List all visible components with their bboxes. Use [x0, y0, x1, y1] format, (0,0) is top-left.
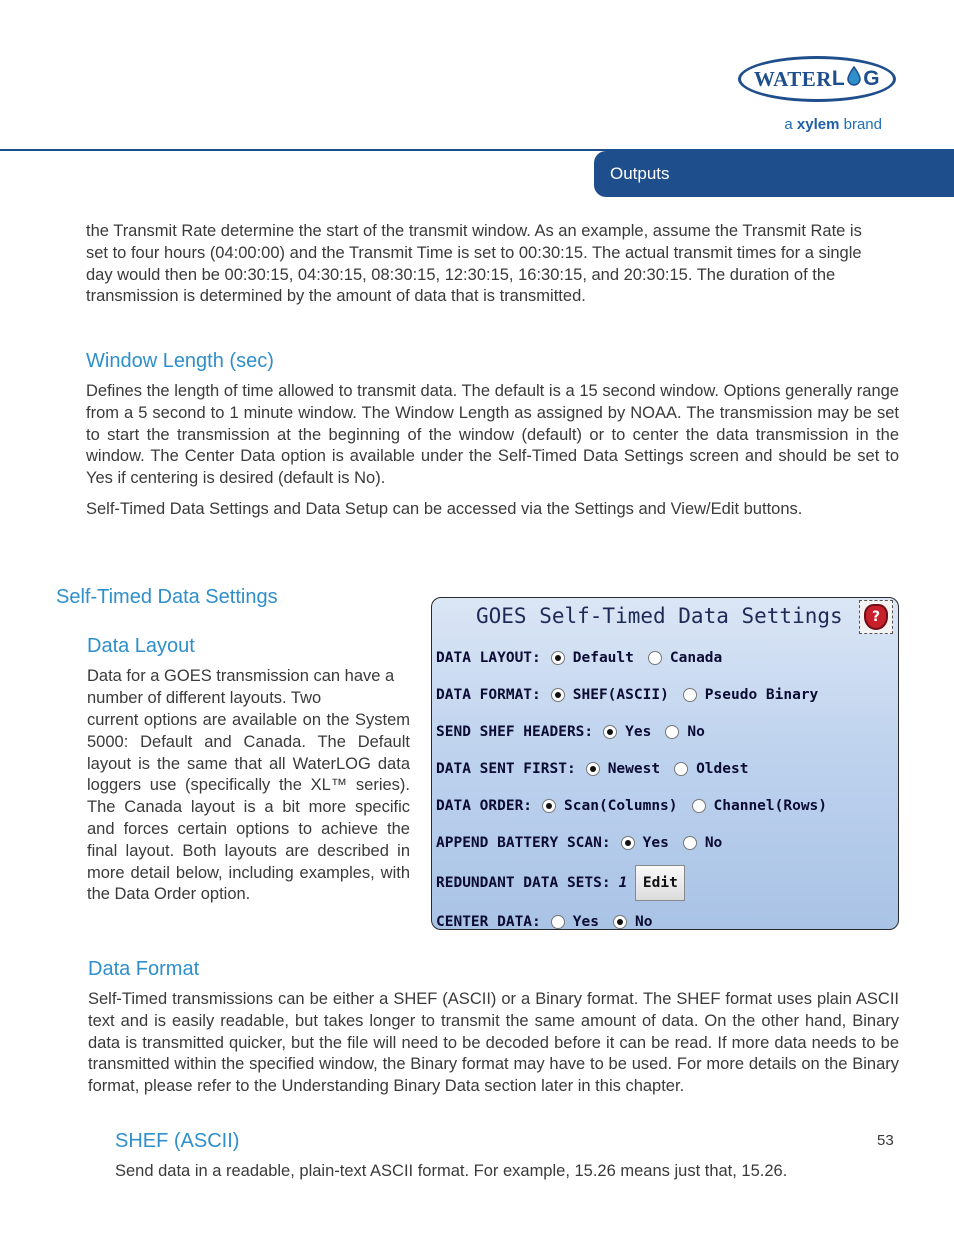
radio-default[interactable]: [551, 651, 565, 665]
self-timed-heading: Self-Timed Data Settings: [56, 586, 278, 608]
radio-no[interactable]: [613, 915, 627, 929]
option-label: SHEF(ASCII): [572, 687, 669, 703]
brand-suffix: brand: [839, 116, 882, 133]
option-label: Yes: [572, 914, 599, 930]
window-length-note: Self-Timed Data Settings and Data Setup can be accessed via the Settings and View/Edit buttons.: [86, 500, 803, 518]
radio-shef-ascii[interactable]: [551, 688, 565, 702]
radio-pseudo-binary[interactable]: [683, 688, 697, 702]
page-number: 53: [877, 1132, 894, 1149]
row-data-format: [436, 683, 822, 707]
redundant-data-sets-value: 1: [618, 875, 628, 891]
row-label: DATA LAYOUT:: [436, 650, 541, 666]
radio-scan-columns[interactable]: [542, 799, 556, 813]
logo-text-water: WATER: [753, 66, 832, 91]
option-label: No: [634, 914, 653, 930]
option-label: Scan(Columns): [564, 798, 678, 814]
option-label: Newest: [607, 761, 661, 777]
option-label: Channel(Rows): [713, 798, 828, 814]
row-redundant-data-sets: [436, 863, 685, 903]
row-label: SEND SHEF HEADERS:: [436, 724, 594, 740]
data-format-paragraph: Self-Timed transmissions can be either a SHEF (ASCII) or a Binary format. The SHEF format uses plain ASCII text and is easily readable, but takes longer to transmit the same amount of data. On the other hand, Binary data is transmitted quicker, but the file will need to be decoded before it can be read. If more data needs to be transmitted within the specified window, the Binary format may have to be used. For more details on the Binary format, please refer to the Understanding Binary Data section later in this chapter.: [88, 990, 899, 1096]
waterlog-logo: [738, 56, 896, 102]
option-label: Canada: [669, 650, 723, 666]
section-tab-label: Outputs: [610, 164, 670, 183]
radio-oldest[interactable]: [674, 762, 688, 776]
screen-title: GOES Self-Timed Data Settings: [476, 604, 843, 628]
row-label: CENTER DATA:: [436, 914, 541, 930]
logo-wordmark: [754, 66, 880, 92]
option-label: Oldest: [696, 761, 749, 777]
goes-settings-screenshot: [431, 597, 899, 930]
row-label: REDUNDANT DATA SETS:: [436, 875, 611, 891]
row-data-sent-first: [436, 757, 752, 781]
row-append-battery-scan: [436, 831, 726, 855]
option-label: No: [687, 724, 705, 740]
xylem-brand-line: [740, 116, 882, 133]
window-length-paragraph: Defines the length of time allowed to transmit data. The default is a 15 second window. Options generally range from a 5 second to 1 minute window. The Window Length as assigned by NOAA. The transmission may be set to start the transmission at the beginning of the window (default) or to center the data transmission in the window. The Center Data option is available under the Self-Timed Data Settings screen and should be set to Yes if centering is desired (default is No).: [86, 382, 899, 488]
radio-newest[interactable]: [586, 762, 600, 776]
data-layout-paragraph-1: Data for a GOES transmission can have a number of different layouts. Two: [87, 667, 395, 707]
question-mark-shield-icon: ?: [864, 604, 888, 630]
logo-text-l: L: [831, 67, 846, 90]
radio-no[interactable]: [683, 836, 697, 850]
section-tab-outputs: [594, 151, 954, 197]
row-label: DATA SENT FIRST:: [436, 761, 576, 777]
row-send-shef-headers: [436, 720, 709, 744]
data-format-heading: Data Format: [88, 958, 200, 980]
radio-no[interactable]: [665, 725, 679, 739]
brand-prefix: a: [784, 116, 797, 133]
row-data-layout: [436, 646, 726, 670]
shef-paragraph: Send data in a readable, plain-text ASCII format. For example, 15.26 means just that, 15.26.: [115, 1162, 788, 1180]
data-layout-heading: Data Layout: [87, 635, 195, 657]
row-label: DATA ORDER:: [436, 798, 533, 814]
intro-paragraph: the Transmit Rate determine the start of the transmit window. As an example, assume the Transmit Rate is set to four hours (04:00:00) and the Transmit Time is set to 00:30:15. The actual transmit times for a single day would then be 00:30:15, 04:30:15, 08:30:15, 12:30:15, 16:30:15, and 20:30:15. The duration of the transmission is determined by the amount of data that is transmitted.: [86, 222, 862, 306]
logo-text-g: G: [863, 67, 881, 90]
radio-yes[interactable]: [551, 915, 565, 929]
water-drop-icon: [846, 66, 862, 92]
brand-name: xylem: [796, 116, 840, 133]
row-label: APPEND BATTERY SCAN:: [436, 835, 611, 851]
option-label: Yes: [642, 835, 669, 851]
option-label: Yes: [625, 724, 652, 740]
window-length-heading: Window Length (sec): [86, 350, 274, 372]
row-data-order: [436, 794, 831, 818]
radio-canada[interactable]: [648, 651, 662, 665]
option-label: Pseudo Binary: [704, 687, 819, 703]
shef-heading: SHEF (ASCII): [115, 1130, 240, 1152]
option-label: Default: [572, 650, 634, 666]
data-layout-paragraph-2: current options are available on the System 5000: Default and Canada. The Default layout is the same that all WaterLOG data loggers use (specifically the XL™ series). The Canada layout is a bit more specific and forces certain options to achieve the final layout. Both layouts are described in more detail below, including examples, with the Data Order option.: [87, 711, 410, 904]
radio-channel-rows[interactable]: [692, 799, 706, 813]
option-label: No: [704, 835, 723, 851]
row-center-data: [436, 910, 656, 930]
edit-button[interactable]: Edit: [635, 865, 685, 901]
radio-yes[interactable]: [621, 836, 635, 850]
radio-yes[interactable]: [603, 725, 617, 739]
help-button[interactable]: [859, 600, 893, 634]
row-label: DATA FORMAT:: [436, 687, 541, 703]
